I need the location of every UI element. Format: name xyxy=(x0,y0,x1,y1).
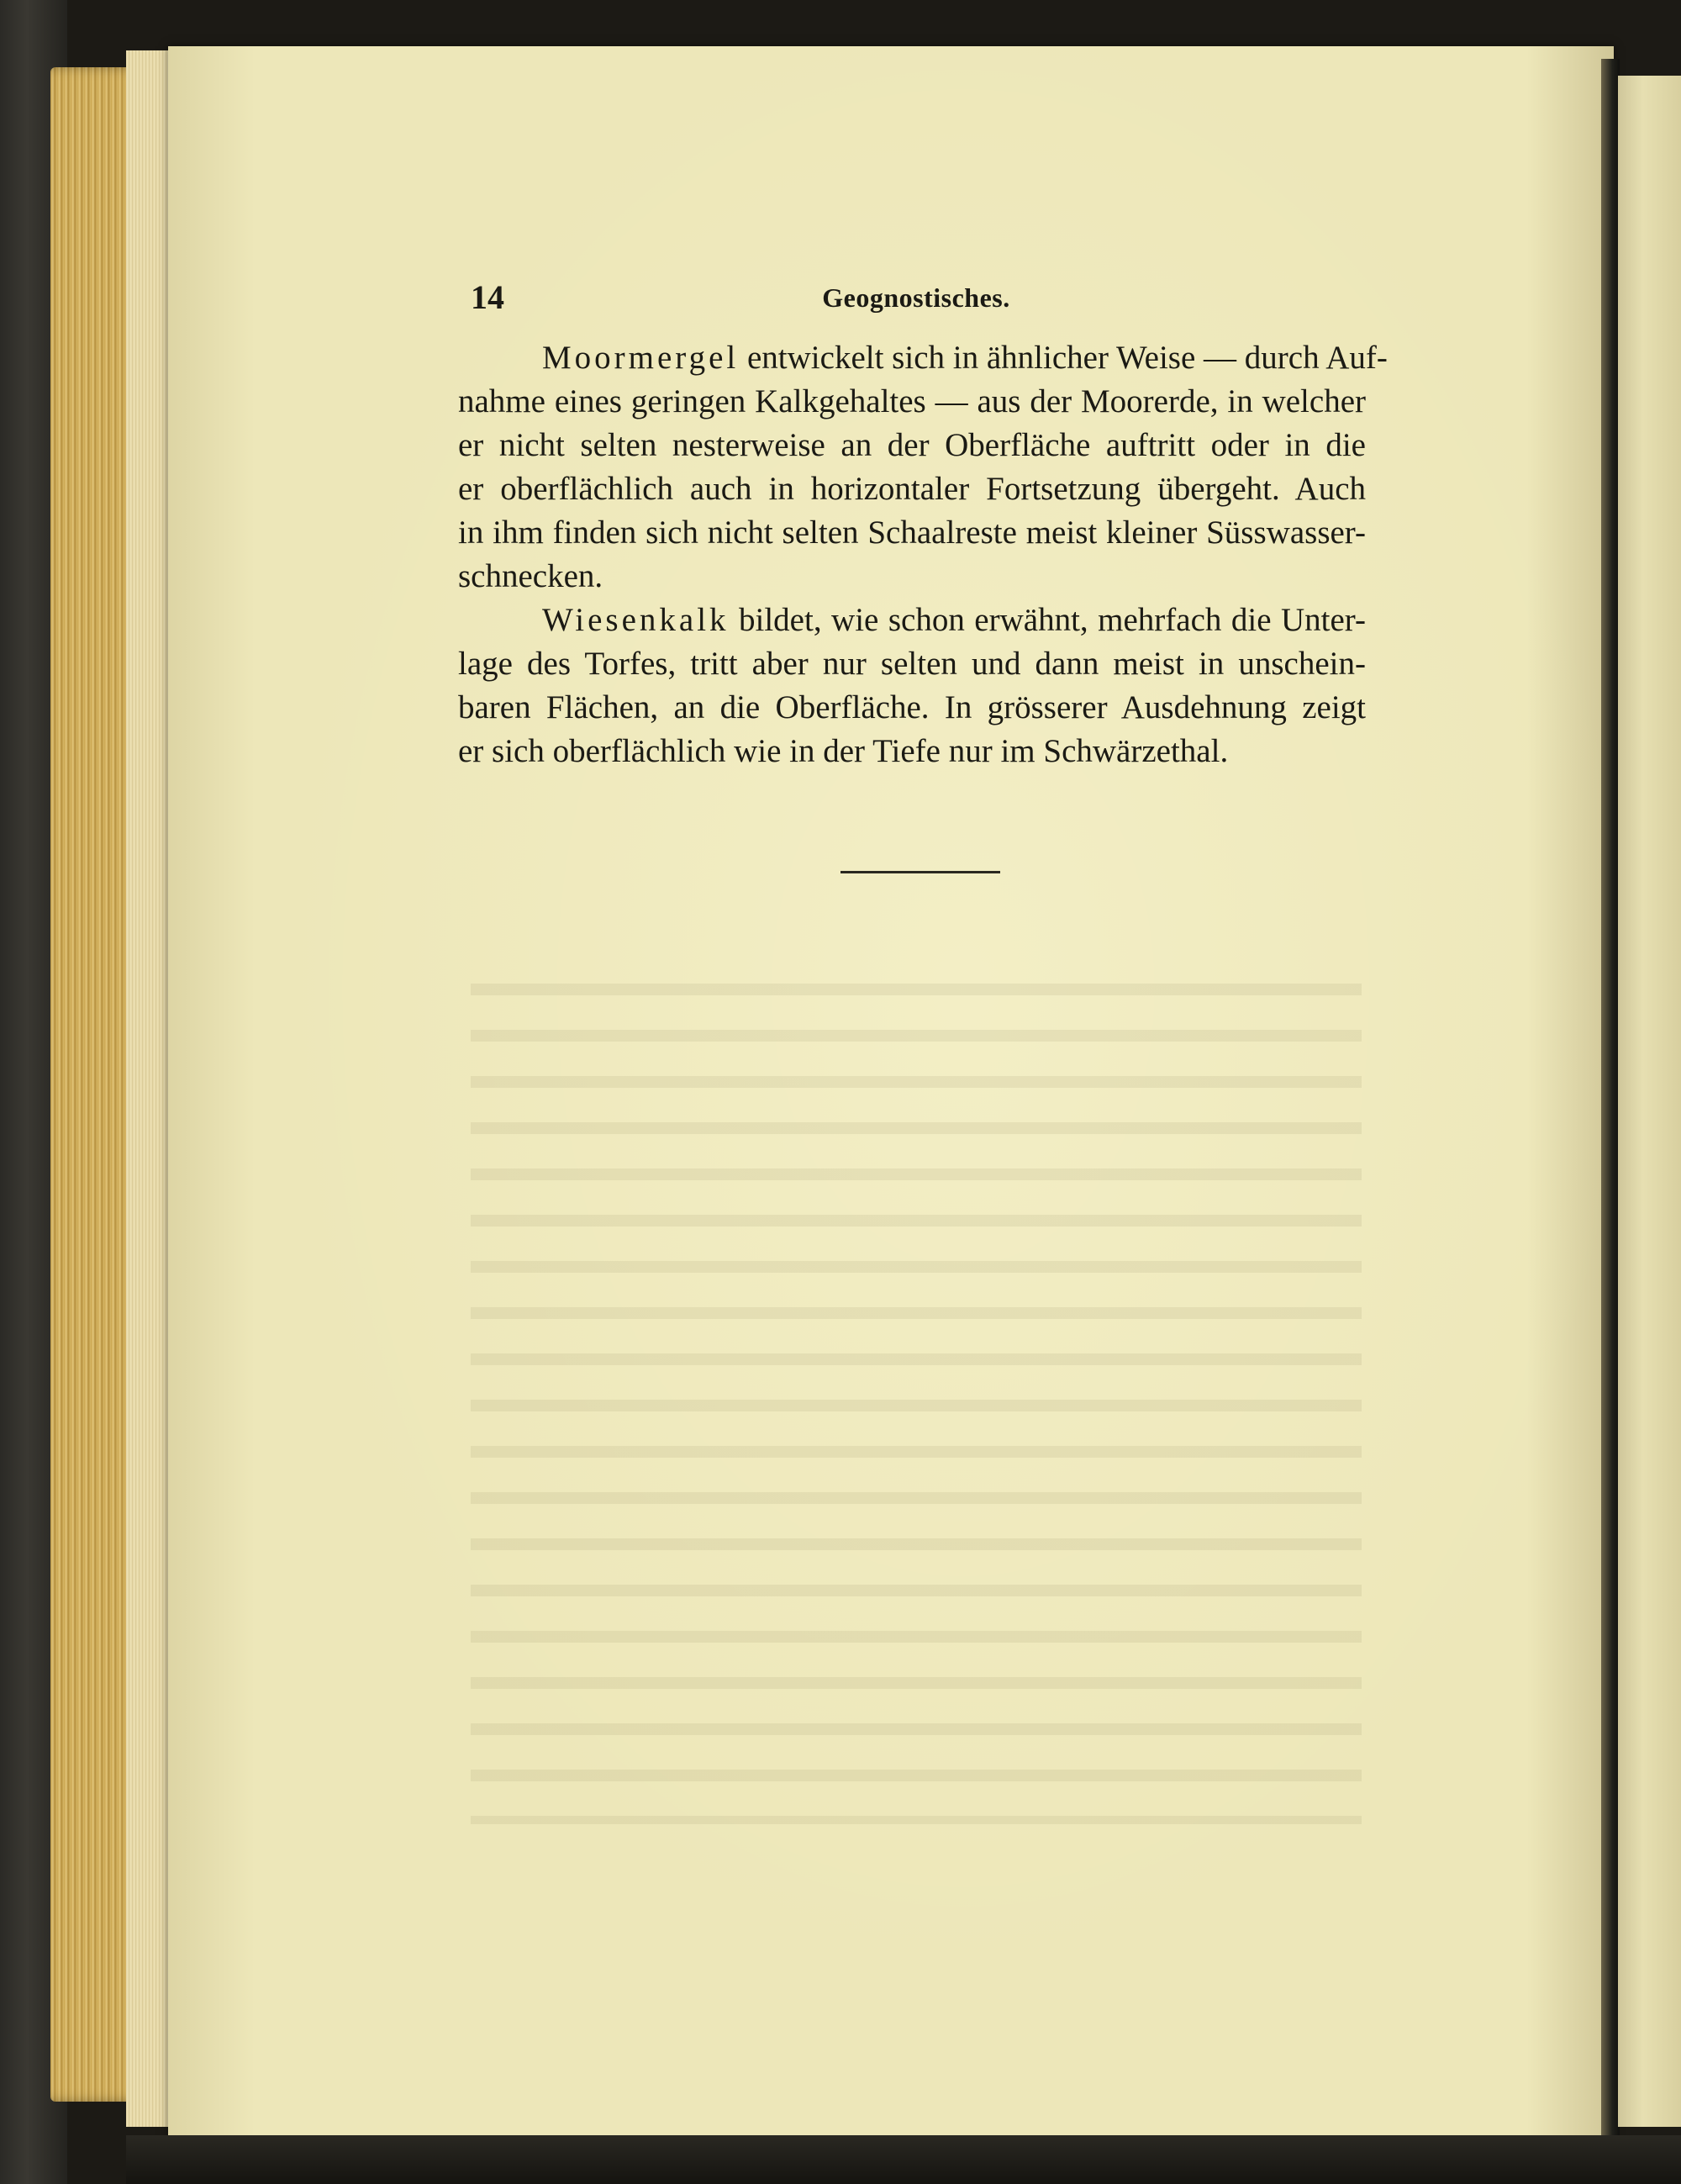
text-span: bildet, wie schon erwähnt, mehrfach die Unter- xyxy=(729,602,1366,638)
text-line: er nicht selten nesterweise an der Oberfläche auftritt oder in die xyxy=(458,427,1366,463)
running-title: Geognostisches. xyxy=(822,282,1010,313)
page-number: 14 xyxy=(471,278,504,316)
text-line xyxy=(458,599,1366,642)
body-text xyxy=(458,336,1388,773)
facing-page-edge xyxy=(1618,76,1681,2127)
paragraph-wiesenkalk xyxy=(458,599,1366,773)
text-line xyxy=(458,336,1388,380)
book-bottom-edge xyxy=(126,2135,1681,2184)
section-separator-rule xyxy=(840,871,1000,873)
running-header xyxy=(471,277,1362,328)
text-line: er sich oberflächlich wie in der Tiefe nur im Schwärzethal. xyxy=(458,733,1229,769)
book-gutter xyxy=(1601,59,1620,2135)
text-line: lage des Torfes, tritt aber nur selten und dann meist in unschein- xyxy=(458,646,1366,682)
spaced-term: Moormergel xyxy=(542,340,740,376)
text-span: entwickelt sich in ähnlicher Weise — durch Auf- xyxy=(739,340,1388,376)
text-line: er oberflächlich auch in horizontaler Fortsetzung übergeht. Auch xyxy=(458,471,1366,507)
text-line: nahme eines geringen Kalkgehaltes — aus der Moorerde, in welcher xyxy=(458,383,1366,419)
text-line: baren Flächen, an die Oberfläche. In grösserer Ausdehnung zeigt xyxy=(458,689,1366,725)
paragraph-moormergel xyxy=(458,336,1388,599)
spaced-term: Wiesenkalk xyxy=(542,602,730,638)
bleed-through-text xyxy=(471,958,1362,1824)
text-line: schnecken. xyxy=(458,558,603,594)
text-line: in ihm finden sich nicht selten Schaalreste meist kleiner Süsswasser- xyxy=(458,514,1366,551)
